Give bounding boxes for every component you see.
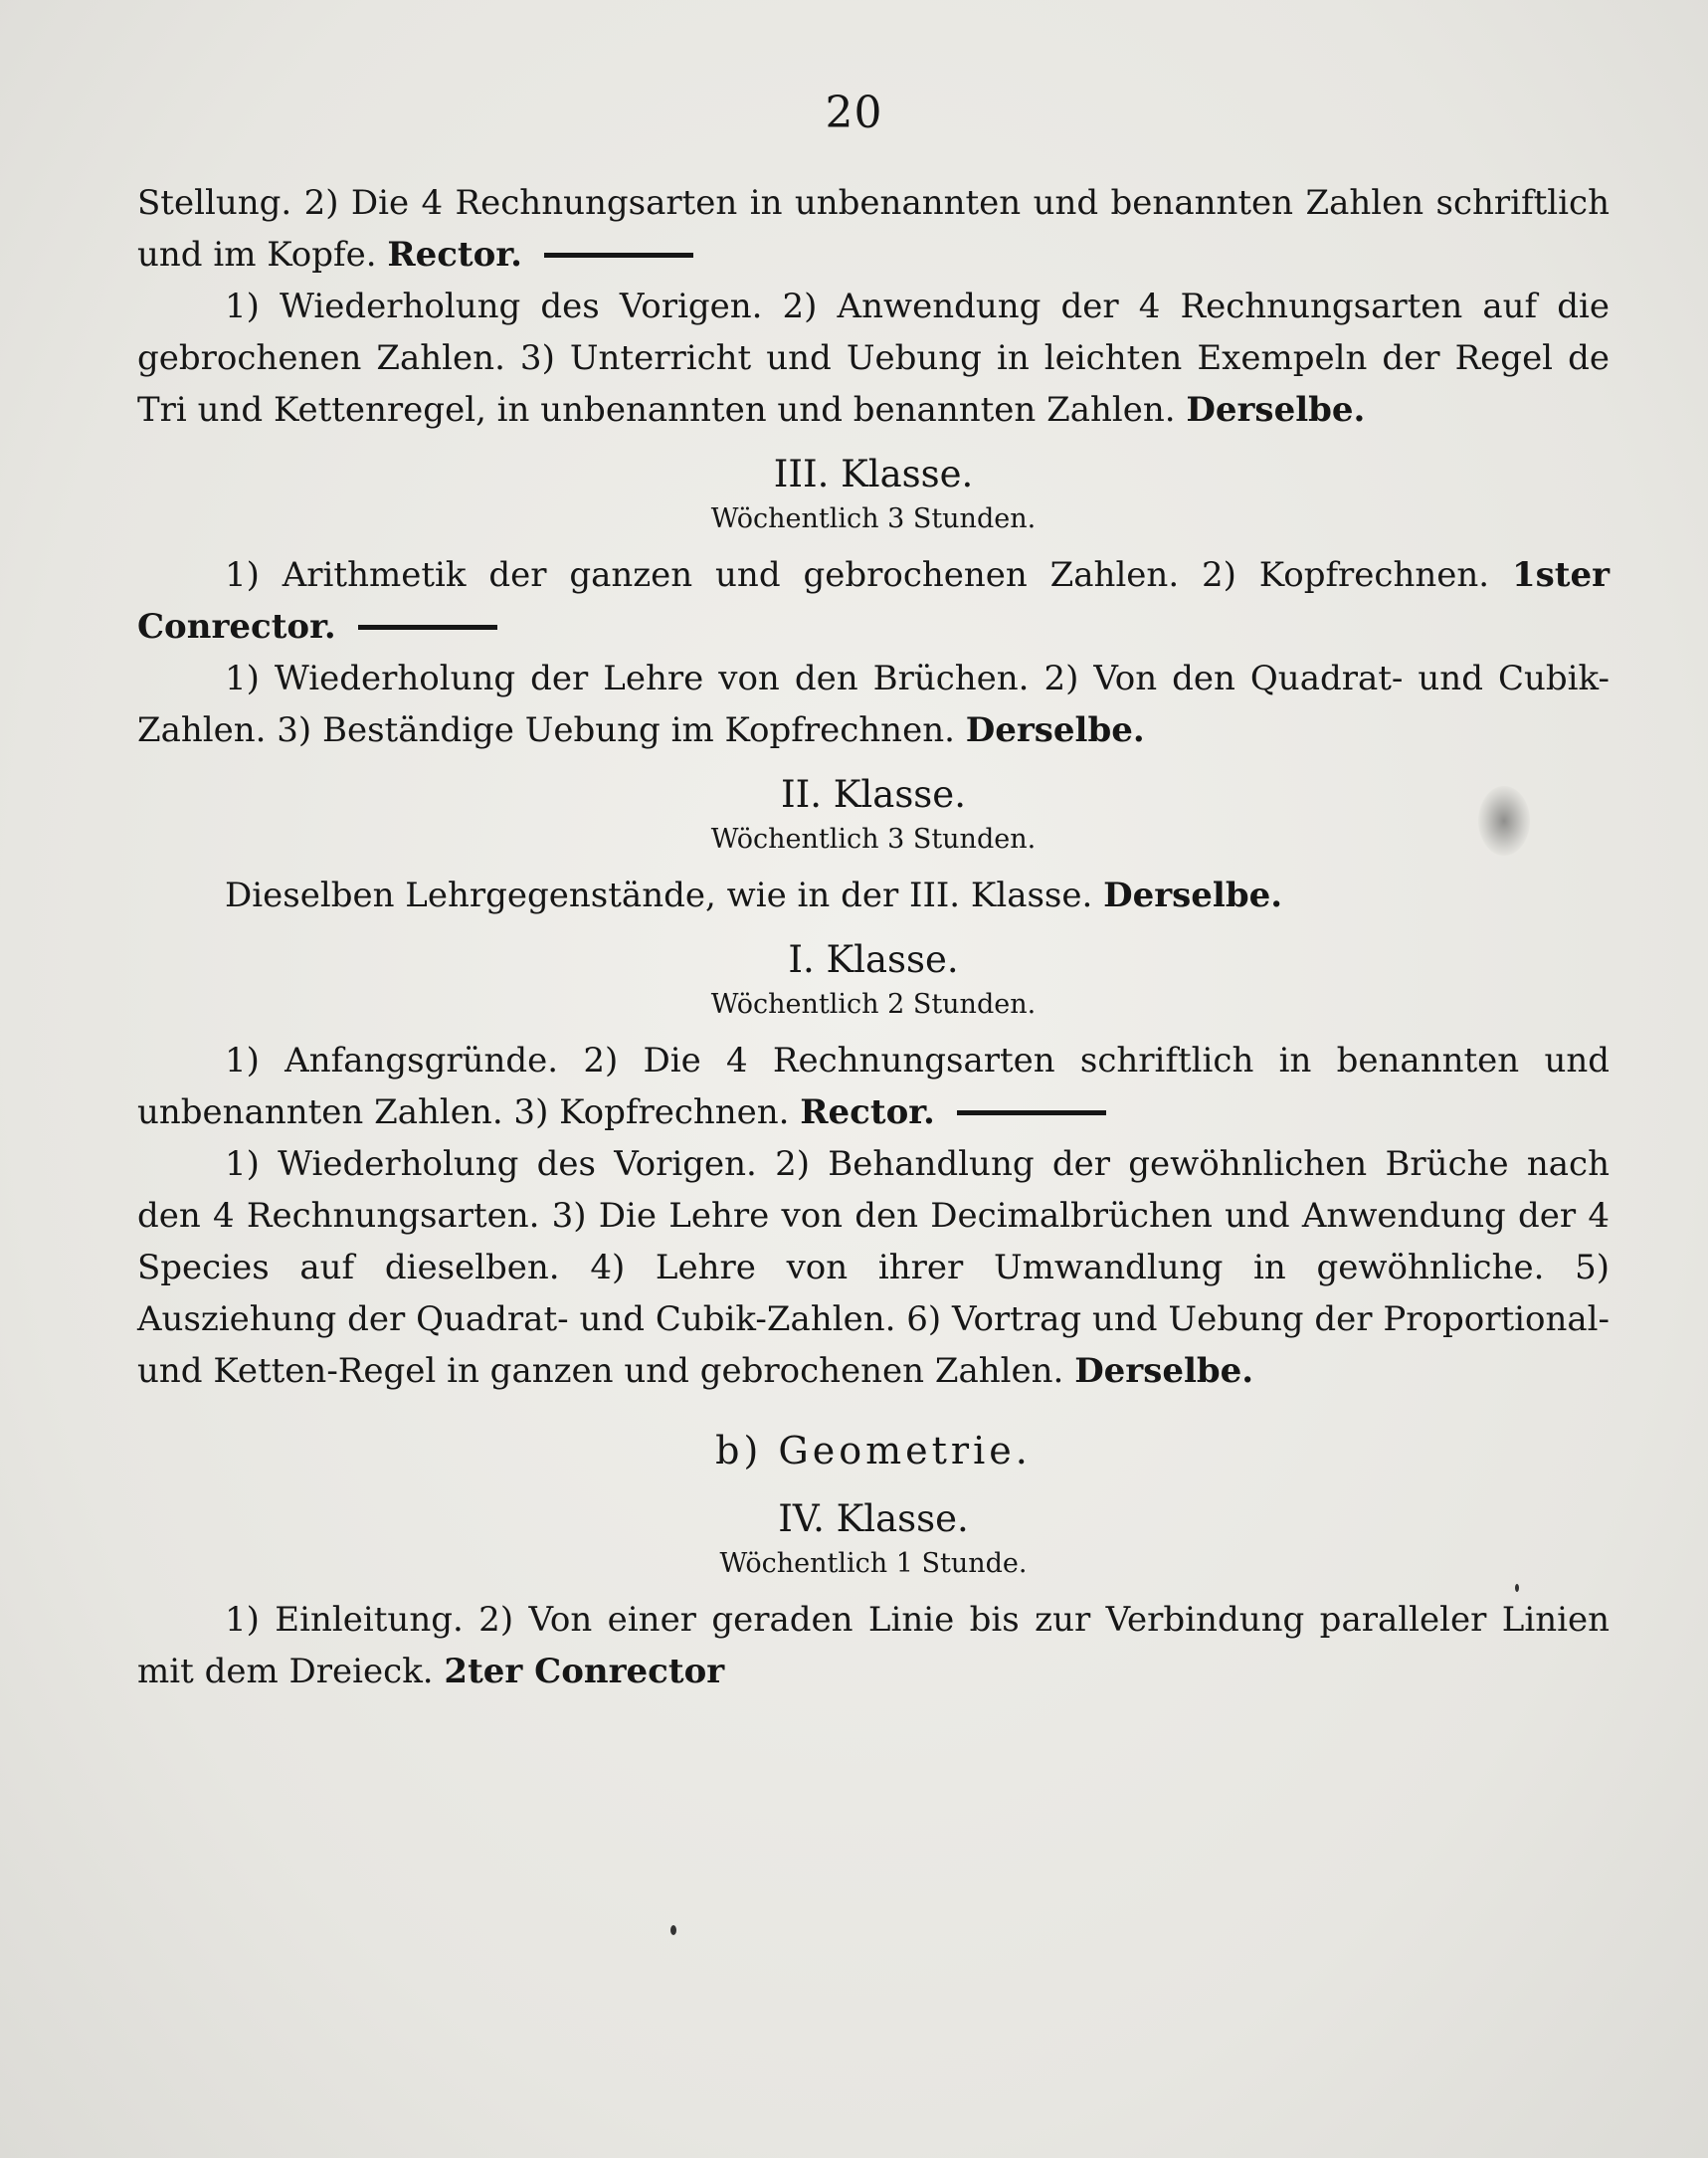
paragraph (137, 1138, 1610, 1397)
teacher-name: 1ster Conrector. (137, 555, 1610, 647)
paragraph-text: 1) Anfangsgründe. 2) Die 4 Rechnungsarten schriftlich in benannten und unbenannten Zahlen. 3) Kopfrechnen. (137, 1041, 1610, 1132)
teacher-name: 2ter Conrector (444, 1652, 725, 1691)
teacher-name: Rector. (387, 235, 522, 275)
paragraph (137, 177, 1610, 281)
class-heading: II. Klasse. (781, 773, 966, 816)
hours-subheading: Wöchentlich 1 Stunde. (719, 1548, 1028, 1579)
separator-rule (358, 625, 497, 630)
separator-rule (957, 1110, 1106, 1115)
ink-stain (1478, 786, 1530, 856)
hours-subheading: Wöchentlich 3 Stunden. (710, 824, 1037, 855)
section-heading: b) Geometrie. (715, 1429, 1032, 1472)
ink-speck (1515, 1584, 1519, 1592)
teacher-name: Rector. (800, 1092, 935, 1132)
class-heading: IV. Klasse. (778, 1497, 969, 1540)
hours-subheading: Wöchentlich 3 Stunden. (710, 503, 1037, 534)
paragraph-text: Dieselben Lehrgegenstände, wie in der III. Klasse. (225, 876, 1093, 915)
paragraph-text: Stellung. 2) Die 4 Rechnungsarten in unbenannten und benannten Zahlen schriftlich und im Kopfe. (137, 183, 1610, 275)
paragraph-text: 1) Wiederholung des Vorigen. 2) Anwendung der 4 Rechnungsarten auf die gebrochenen Zahlen. 3) Unterricht und Uebung in leichten Exempeln der Regel de Tri und Kettenregel, in unbenannten und benannten Zahlen. (137, 287, 1610, 430)
paragraph-text: 1) Einleitung. 2) Von einer geraden Linie bis zur Verbindung paralleler Linien mit dem Dreieck. (137, 1600, 1610, 1691)
class-heading: III. Klasse. (773, 453, 974, 495)
teacher-name: Derselbe. (965, 710, 1145, 750)
paragraph (137, 1594, 1610, 1697)
page-body (137, 177, 1610, 1697)
separator-rule (544, 253, 693, 258)
paragraph-text: 1) Wiederholung der Lehre von den Brüchen. 2) Von den Quadrat- und Cubik-Zahlen. 3) Beständige Uebung im Kopfrechnen. (137, 659, 1610, 750)
paragraph (137, 870, 1610, 921)
page-number: 20 (825, 88, 883, 138)
paragraph (137, 653, 1610, 756)
class-heading: I. Klasse. (788, 938, 959, 981)
paragraph (137, 1035, 1610, 1138)
teacher-name: Derselbe. (1103, 876, 1283, 915)
ink-speck (670, 1925, 676, 1935)
paragraph (137, 281, 1610, 436)
paragraph-text: 1) Arithmetik der ganzen und gebrochenen Zahlen. 2) Kopfrechnen. (225, 555, 1490, 595)
teacher-name: Derselbe. (1074, 1351, 1254, 1391)
teacher-name: Derselbe. (1186, 390, 1366, 430)
paragraph (137, 549, 1610, 653)
paragraph-text: 1) Wiederholung des Vorigen. 2) Behandlung der gewöhnlichen Brüche nach den 4 Rechnungsarten. 3) Die Lehre von den Decimalbrüchen und Anwendung der 4 Species auf dieselben. 4) Lehre von ihrer Umwandlung in gewöhnliche. 5) Ausziehung der Quadrat- und Cubik-Zahlen. 6) Vortrag und Uebung der Proportional- und Ketten-Regel in ganzen und gebrochenen Zahlen. (137, 1144, 1610, 1391)
hours-subheading: Wöchentlich 2 Stunden. (710, 989, 1037, 1020)
